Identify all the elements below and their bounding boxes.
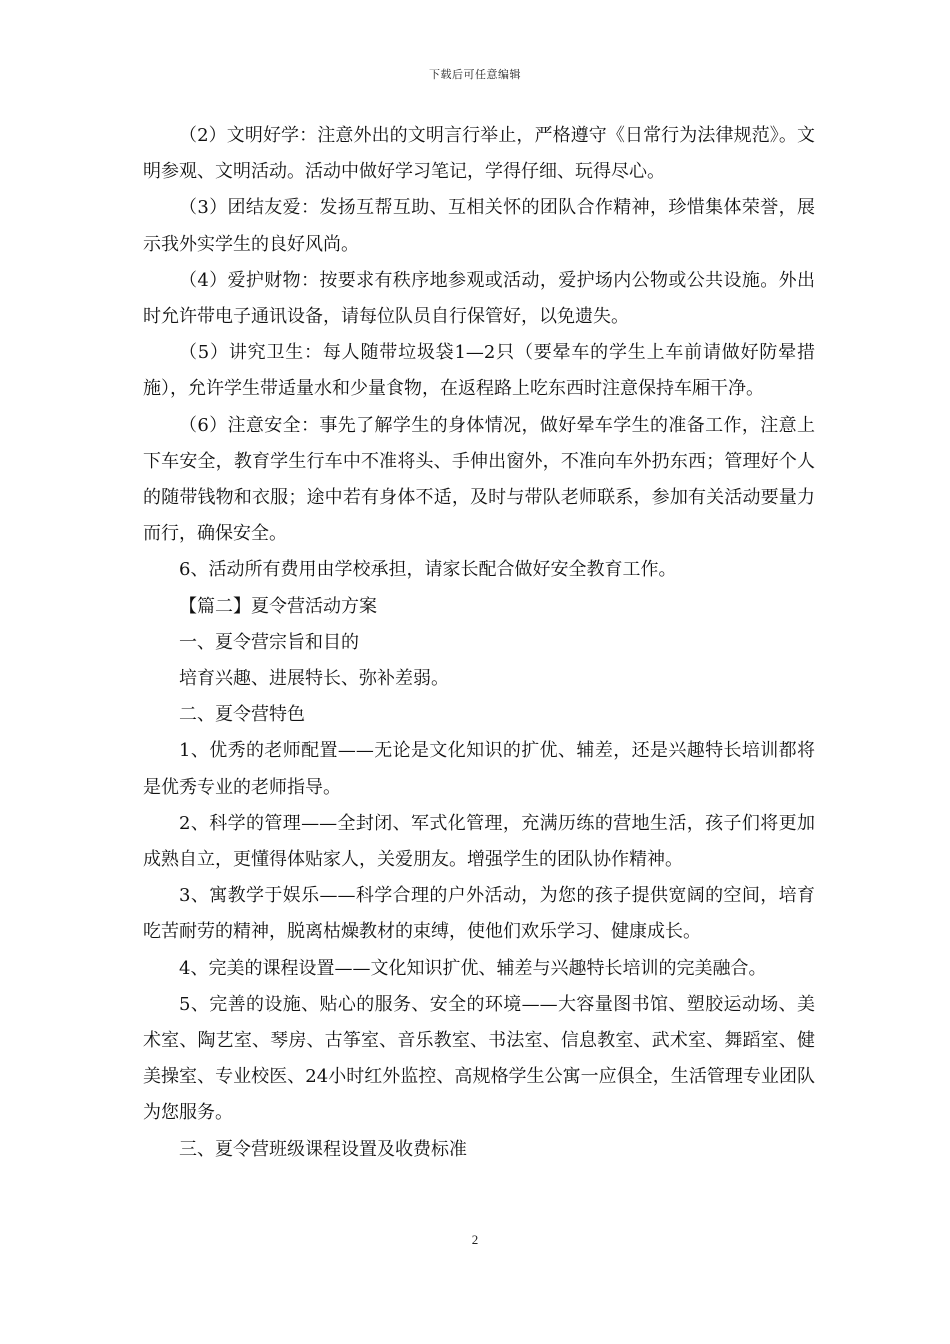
paragraph-purpose: 培育兴趣、进展特长、弥补差弱。 xyxy=(179,668,449,690)
document-body xyxy=(143,118,815,1168)
page-number: 2 xyxy=(471,1232,479,1247)
section-heading-courses-fees: 三、夏令营班级课程设置及收费标准 xyxy=(179,1138,467,1160)
paragraph-protect-property: （4）爱护财物：按要求有秩序地参观或活动，爱护场内公物或公共设施。外出时允许带电子通讯设备，请每位队员自行保管好，以免遗失。 xyxy=(143,269,815,328)
paragraph-feature-teachers: 1、优秀的老师配置——无论是文化知识的扩优、辅差，还是兴趣特长培训都将是优秀专业的老师指导。 xyxy=(143,740,815,798)
section-heading-features: 二、夏令营特色 xyxy=(179,704,305,726)
paragraph-safety: （6）注意安全：事先了解学生的身体情况，做好晕车学生的准备工作，注意上下车安全，教育学生行车中不准将头、手伸出窗外，不准向车外扔东西；管理好个人的随带钱物和衣服；途中若有身体不适，及时与带队老师联系，参加有关活动要量力而行，确保安全。 xyxy=(143,414,815,545)
paragraph-feature-curriculum: 4、完美的课程设置——文化知识扩优、辅差与兴趣特长培训的完美融合。 xyxy=(179,957,767,979)
paragraph-feature-management: 2、科学的管理——全封闭、军式化管理，充满历练的营地生活，孩子们将更加成熟自立，更懂得体贴家人，关爱朋友。增强学生的团队协作精神。 xyxy=(143,812,815,871)
paragraph-hygiene: （5）讲究卫生：每人随带垃圾袋1—2只（要晕车的学生上车前请做好防晕措施），允许学生带适量水和少量食物，在返程路上吃东西时注意保持车厢干净。 xyxy=(143,342,815,400)
paragraph-unity: （3）团结友爱：发扬互帮互助、互相关怀的团队合作精神，珍惜集体荣誉，展示我外实学生的良好风尚。 xyxy=(143,197,815,255)
paragraph-feature-fun-learning: 3、寓教学于娱乐——科学合理的户外活动，为您的孩子提供宽阔的空间，培育吃苦耐劳的精神，脱离枯燥教材的束缚，使他们欢乐学习、健康成长。 xyxy=(143,885,815,943)
paragraph-feature-facilities: 5、完善的设施、贴心的服务、安全的环境——大容量图书馆、塑胶运动场、美术室、陶艺室、琴房、古筝室、音乐教室、书法室、信息教室、武术室、舞蹈室、健美操室、专业校医、24小时红外监控、高规格学生公寓一应俱全，生活管理专业团队为您服务。 xyxy=(143,993,815,1124)
paragraph-civilized-study: （2）文明好学：注意外出的文明言行举止，严格遵守《日常行为法律规范》。文明参观、文明活动。活动中做好学习笔记，学得仔细、玩得尽心。 xyxy=(143,125,815,183)
section-heading-purpose: 一、夏令营宗旨和目的 xyxy=(179,631,359,653)
page-header: 下载后可任意编辑 xyxy=(429,68,521,81)
paragraph-fees: 6、活动所有费用由学校承担，请家长配合做好安全教育工作。 xyxy=(179,559,677,581)
section-heading-part-two: 【篇二】夏令营活动方案 xyxy=(179,595,377,617)
